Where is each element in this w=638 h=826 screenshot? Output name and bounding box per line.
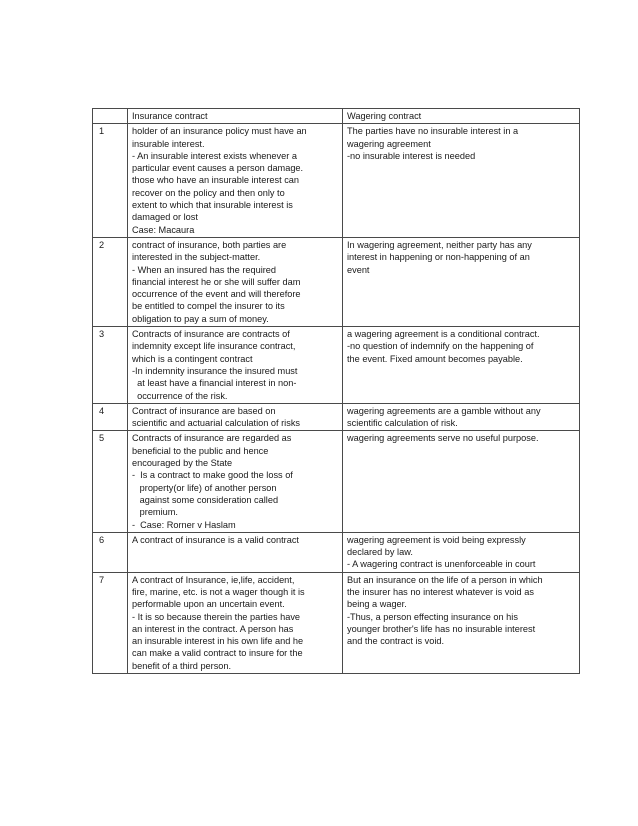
cell-text-line: fire, marine, etc. is not a wager though it is xyxy=(132,586,305,597)
cell-text-line: - Case: Rorner v Haslam xyxy=(132,519,236,530)
insurance-contract-cell xyxy=(128,124,343,238)
cell-text-line: which is a contingent contract xyxy=(132,353,253,364)
cell-text-line: Case: Macaura xyxy=(132,224,195,235)
insurance-contract-cell xyxy=(128,431,343,532)
cell-text-line: indemnity except life insurance contract, xyxy=(132,341,296,352)
wagering-contract-cell xyxy=(343,237,580,326)
comparison-table xyxy=(92,108,580,674)
cell-text-line: scientific calculation of risk. xyxy=(347,418,458,429)
cell-text-line: But an insurance on the life of a person in which xyxy=(347,574,543,585)
cell-text-line: interest in happening or non-happening of an xyxy=(347,252,530,263)
cell-text-line: can make a valid contract to insure for the xyxy=(132,648,303,659)
table-row xyxy=(93,327,580,404)
header-row xyxy=(93,109,580,124)
cell-text-line: occurrence of the event and will therefore xyxy=(132,289,301,300)
header-wagering-contract: Wagering contract xyxy=(343,109,580,124)
cell-text-line: -Thus, a person effecting insurance on his xyxy=(347,611,518,622)
cell-text-line: -no question of indemnify on the happening of xyxy=(347,341,534,352)
cell-text-line: those who have an insurable interest can xyxy=(132,175,300,186)
table-row xyxy=(93,237,580,326)
cell-text-line: and the contract is void. xyxy=(347,636,445,647)
cell-text-line: property(or life) of another person xyxy=(132,482,277,493)
wagering-contract-cell xyxy=(343,124,580,238)
cell-text-line: the event. Fixed amount becomes payable. xyxy=(347,353,523,364)
cell-text-line: Contracts of insurance are regarded as xyxy=(132,433,292,444)
table-row xyxy=(93,403,580,431)
row-number: 5 xyxy=(93,431,128,532)
cell-text-line: particular event causes a person damage. xyxy=(132,163,304,174)
cell-text-line: holder of an insurance policy must have an xyxy=(132,126,307,137)
cell-text-line: occurrence of the risk. xyxy=(132,390,228,401)
cell-text-line: - An insurable interest exists whenever a xyxy=(132,150,297,161)
row-number: 6 xyxy=(93,532,128,572)
cell-text-line: - It is so because therein the parties have xyxy=(132,611,301,622)
cell-text-line: younger brother's life has no insurable interest xyxy=(347,623,536,634)
cell-text-line: recover on the policy and then only to xyxy=(132,187,285,198)
cell-text-line: A contract of Insurance, ie,life, accident, xyxy=(132,574,295,585)
cell-text-line: Contracts of insurance are contracts of xyxy=(132,329,290,340)
table-row xyxy=(93,124,580,238)
wagering-contract-cell xyxy=(343,403,580,431)
wagering-contract-cell xyxy=(343,327,580,404)
cell-text-line: at least have a financial interest in non- xyxy=(132,378,297,389)
cell-text-line: wagering agreement xyxy=(347,138,431,149)
cell-text-line: In wagering agreement, neither party has any xyxy=(347,239,532,250)
wagering-contract-cell xyxy=(343,431,580,532)
insurance-contract-cell xyxy=(128,572,343,673)
cell-text-line: wagering agreements are a gamble without any xyxy=(347,405,541,416)
cell-text-line: - A wagering contract is unenforceable in court xyxy=(347,559,536,570)
row-number: 1 xyxy=(93,124,128,238)
cell-text-line: -no insurable interest is needed xyxy=(347,150,476,161)
cell-text-line: against some consideration called xyxy=(132,494,279,505)
cell-text-line: insurable interest. xyxy=(132,138,205,149)
cell-text-line: benefit of a third person. xyxy=(132,660,232,671)
cell-text-line: financial interest he or she will suffer dam xyxy=(132,276,301,287)
cell-text-line: declared by law. xyxy=(347,547,413,558)
cell-text-line: beneficial to the public and hence xyxy=(132,445,269,456)
cell-text-line: The parties have no insurable interest in a xyxy=(347,126,519,137)
cell-text-line: obligation to pay a sum of money. xyxy=(132,313,269,324)
row-number: 4 xyxy=(93,403,128,431)
row-number: 3 xyxy=(93,327,128,404)
wagering-contract-cell xyxy=(343,572,580,673)
insurance-contract-cell xyxy=(128,403,343,431)
cell-text-line: contract of insurance, both parties are xyxy=(132,239,287,250)
insurance-contract-cell xyxy=(128,237,343,326)
cell-text-line: -In indemnity insurance the insured must xyxy=(132,365,298,376)
cell-text-line: wagering agreement is void being expressly xyxy=(347,534,526,545)
table-row xyxy=(93,431,580,532)
cell-text-line: interested in the subject-matter. xyxy=(132,252,261,263)
header-insurance-contract: Insurance contract xyxy=(128,109,343,124)
cell-text-line: scientific and actuarial calculation of risks xyxy=(132,418,301,429)
cell-text-line: a wagering agreement is a conditional contract. xyxy=(347,329,540,340)
row-number: 7 xyxy=(93,572,128,673)
cell-text-line: A contract of insurance is a valid contract xyxy=(132,534,299,545)
row-number: 2 xyxy=(93,237,128,326)
table-body xyxy=(93,109,580,674)
table-row xyxy=(93,572,580,673)
cell-text-line: being a wager. xyxy=(347,599,407,610)
table-row xyxy=(93,532,580,572)
cell-text-line: encouraged by the State xyxy=(132,458,233,469)
cell-text-line: the insurer has no interest whatever is void as xyxy=(347,586,534,597)
cell-text-line: Contract of insurance are based on xyxy=(132,405,276,416)
cell-text-line: wagering agreements serve no useful purpose. xyxy=(347,433,539,444)
cell-text-line: event xyxy=(347,264,370,275)
cell-text-line: premium. xyxy=(132,507,178,518)
cell-text-line: be entitled to compel the insurer to its xyxy=(132,301,285,312)
cell-text-line: an insurable interest in his own life and he xyxy=(132,636,304,647)
cell-text-line: performable upon an uncertain event. xyxy=(132,599,285,610)
cell-text-line: extent to which that insurable interest is xyxy=(132,200,293,211)
cell-text-line: - Is a contract to make good the loss of xyxy=(132,470,293,481)
header-number-cell xyxy=(93,109,128,124)
cell-text-line: damaged or lost xyxy=(132,212,198,223)
cell-text-line: an interest in the contract. A person has xyxy=(132,623,294,634)
cell-text-line: - When an insured has the required xyxy=(132,264,277,275)
insurance-contract-cell xyxy=(128,327,343,404)
wagering-contract-cell xyxy=(343,532,580,572)
insurance-contract-cell xyxy=(128,532,343,572)
